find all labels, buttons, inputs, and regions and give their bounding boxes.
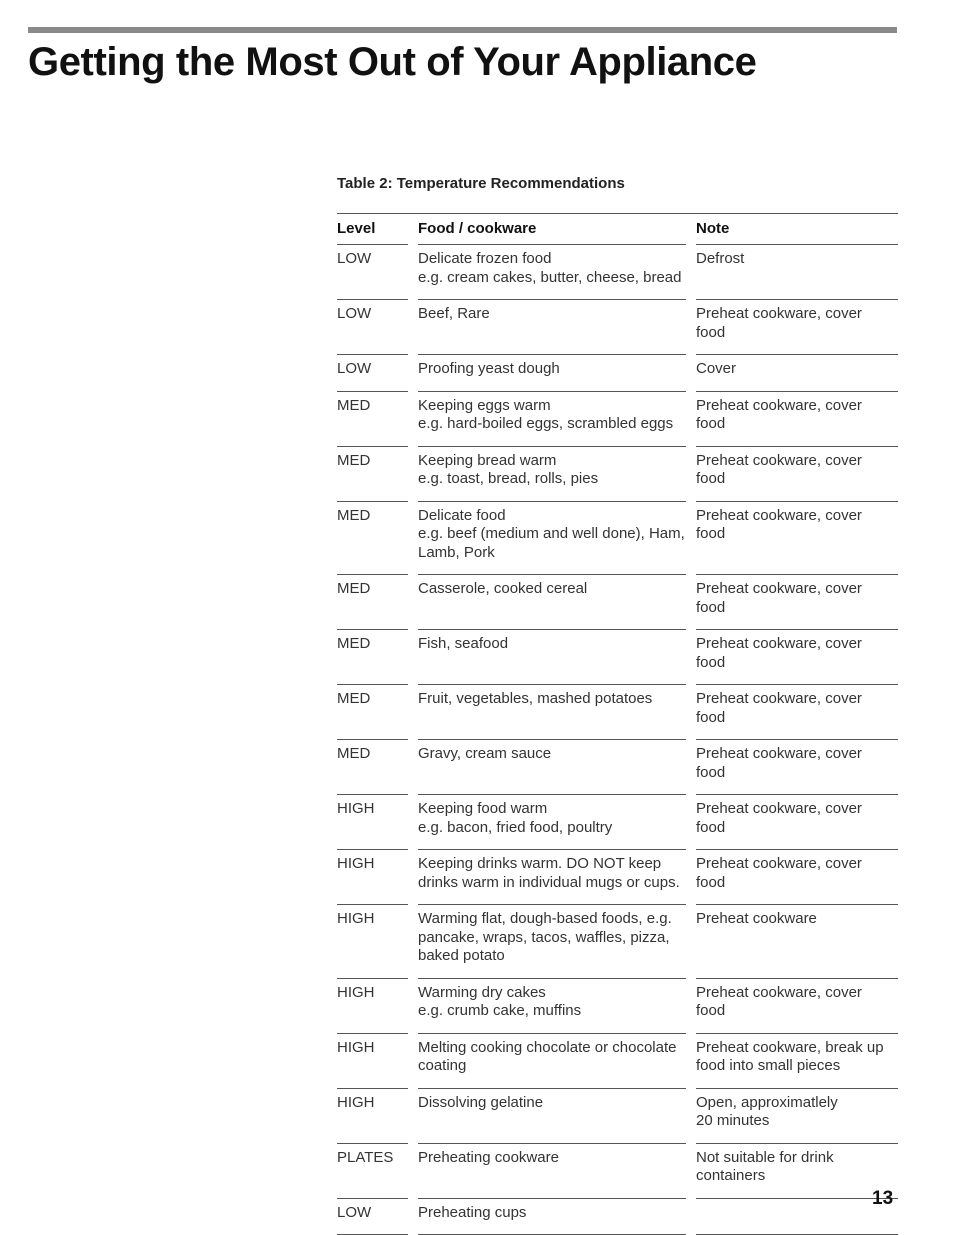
cell-gap [408, 447, 418, 502]
note-line: 20 minutes [696, 1112, 770, 1129]
note-line: Not suitable for drink [696, 1148, 834, 1166]
cell-gap [408, 502, 418, 576]
food-line: Keeping drinks warm. DO NOT keep [418, 855, 662, 872]
table-row [337, 740, 898, 795]
table-row [337, 905, 898, 979]
table-row [337, 502, 898, 576]
cell-level: LOW [337, 355, 408, 392]
note-line: Cover [696, 360, 737, 377]
table-row [337, 300, 898, 355]
cell-food [418, 300, 686, 355]
cell-gap [408, 850, 418, 905]
cell-food [418, 1089, 686, 1144]
table-row [337, 355, 898, 392]
note-line: food [696, 598, 726, 616]
cell-note [696, 850, 898, 905]
cell-note [696, 502, 898, 576]
cell-level: LOW [337, 300, 408, 355]
note-line: food [696, 763, 726, 781]
note-line: Preheat cookware, cover [696, 745, 862, 762]
cell-food [418, 979, 686, 1034]
food-line: Fruit, vegetables, mashed potatoes [418, 690, 653, 707]
cell-note [696, 1089, 898, 1144]
note-line: Preheat cookware, cover [696, 800, 862, 817]
cell-level: MED [337, 392, 408, 447]
food-line: Beef, Rare [418, 305, 490, 322]
cell-gap [408, 392, 418, 447]
food-line: Melting cooking chocolate or chocolate [418, 1038, 677, 1056]
table-row [337, 1089, 898, 1144]
table-row [337, 630, 898, 685]
cell-level: HIGH [337, 1034, 408, 1089]
cell-level: LOW [337, 1199, 408, 1235]
cell-level: MED [337, 575, 408, 630]
cell-note [696, 979, 898, 1034]
cell-gap [686, 392, 696, 447]
food-line: Delicate frozen food [418, 250, 552, 267]
food-line: e.g. hard-boiled eggs, scrambled eggs [418, 415, 674, 432]
food-line: Keeping food warm [418, 800, 548, 817]
cell-level: HIGH [337, 905, 408, 979]
cell-note [696, 392, 898, 447]
cell-gap [686, 1089, 696, 1144]
cell-note [696, 575, 898, 630]
food-line: Lamb, Pork [418, 543, 495, 561]
cell-level: MED [337, 447, 408, 502]
food-line: Proofing yeast dough [418, 360, 560, 377]
cell-gap [686, 740, 696, 795]
cell-level: HIGH [337, 979, 408, 1034]
table-row [337, 1199, 898, 1235]
note-line: Preheat cookware, cover [696, 451, 862, 469]
cell-food [418, 1199, 686, 1235]
food-line: pancake, wraps, tacos, waffles, pizza, [418, 928, 670, 946]
cell-food [418, 447, 686, 502]
page-number: 13 [872, 1188, 894, 1209]
cell-note [696, 1199, 898, 1235]
cell-gap [408, 575, 418, 630]
cell-gap [408, 1089, 418, 1144]
note-line: food [696, 470, 726, 487]
cell-note [696, 447, 898, 502]
cell-level: MED [337, 502, 408, 576]
cell-note [696, 685, 898, 740]
cell-food [418, 740, 686, 795]
cell-note [696, 740, 898, 795]
cell-gap [686, 1199, 696, 1235]
cell-gap [408, 630, 418, 685]
note-line: Preheat cookware, cover [696, 983, 862, 1001]
food-line: e.g. bacon, fried food, poultry [418, 818, 613, 836]
cell-note [696, 1034, 898, 1089]
cell-gap [408, 979, 418, 1034]
top-rule [28, 27, 897, 33]
header-gap [408, 214, 418, 245]
food-line: Warming flat, dough-based foods, e.g. [418, 910, 672, 927]
cell-level: LOW [337, 245, 408, 300]
cell-food [418, 355, 686, 392]
food-line: e.g. crumb cake, muffins [418, 1002, 582, 1019]
note-line: Preheat cookware, cover [696, 305, 862, 322]
cell-food [418, 1144, 686, 1199]
food-line: Keeping eggs warm [418, 396, 551, 414]
cell-gap [686, 502, 696, 576]
food-line: Preheating cookware [418, 1148, 559, 1166]
note-line: food [696, 525, 726, 542]
food-line: Preheating cups [418, 1203, 527, 1221]
cell-gap [408, 905, 418, 979]
note-line: Preheat cookware, break up [696, 1038, 884, 1056]
note-line: Preheat cookware, cover [696, 635, 862, 652]
header-note: Note [696, 214, 898, 245]
note-line: Open, approximatlely [696, 1093, 838, 1111]
note-line: food [696, 1002, 726, 1019]
note-line: Preheat cookware, cover [696, 396, 862, 414]
note-line: food [696, 415, 726, 432]
food-line: Warming dry cakes [418, 983, 546, 1001]
food-line: Dissolving gelatine [418, 1093, 544, 1111]
cell-level: HIGH [337, 795, 408, 850]
table-row [337, 850, 898, 905]
cell-gap [408, 245, 418, 300]
cell-food [418, 502, 686, 576]
cell-gap [408, 1034, 418, 1089]
cell-gap [408, 795, 418, 850]
cell-food [418, 850, 686, 905]
note-line: food [696, 873, 726, 891]
food-line: drinks warm in individual mugs or cups. [418, 873, 680, 891]
cell-gap [686, 685, 696, 740]
cell-gap [408, 355, 418, 392]
header-food: Food / cookware [418, 214, 686, 245]
note-line: Defrost [696, 250, 745, 267]
header-gap [686, 214, 696, 245]
cell-gap [686, 245, 696, 300]
cell-gap [686, 575, 696, 630]
cell-food [418, 575, 686, 630]
note-line: Preheat cookware, cover [696, 506, 862, 524]
note-line: food [696, 653, 726, 671]
note-line: food into small pieces [696, 1057, 841, 1074]
cell-gap [686, 447, 696, 502]
cell-note [696, 300, 898, 355]
note-line: Preheat cookware [696, 910, 817, 927]
cell-level: MED [337, 630, 408, 685]
note-line: Preheat cookware, cover [696, 580, 862, 597]
table-row [337, 795, 898, 850]
food-line: Fish, seafood [418, 635, 509, 652]
cell-level: HIGH [337, 850, 408, 905]
food-line: coating [418, 1057, 467, 1074]
note-line: food [696, 323, 726, 341]
cell-gap [686, 1034, 696, 1089]
cell-food [418, 245, 686, 300]
header-level: Level [337, 214, 408, 245]
cell-food [418, 905, 686, 979]
cell-level: MED [337, 685, 408, 740]
cell-note [696, 905, 898, 979]
cell-food [418, 392, 686, 447]
cell-gap [686, 905, 696, 979]
table-row [337, 1034, 898, 1089]
cell-gap [408, 300, 418, 355]
temperature-table [337, 213, 898, 1235]
table-row [337, 1144, 898, 1199]
cell-gap [686, 630, 696, 685]
cell-level: MED [337, 740, 408, 795]
cell-gap [408, 740, 418, 795]
food-line: e.g. toast, bread, rolls, pies [418, 470, 599, 487]
cell-food [418, 630, 686, 685]
food-line: Delicate food [418, 506, 506, 524]
food-line: e.g. cream cakes, butter, cheese, bread [418, 268, 682, 286]
cell-food [418, 685, 686, 740]
note-line: Preheat cookware, cover [696, 855, 862, 872]
cell-level: HIGH [337, 1089, 408, 1144]
note-line: containers [696, 1167, 766, 1184]
cell-gap [408, 685, 418, 740]
cell-gap [686, 850, 696, 905]
food-line: Keeping bread warm [418, 451, 557, 469]
note-line: food [696, 818, 726, 836]
cell-gap [686, 979, 696, 1034]
table-caption: Table 2: Temperature Recommendations [337, 175, 625, 192]
note-line: Preheat cookware, cover [696, 690, 862, 707]
cell-note [696, 355, 898, 392]
food-line: e.g. beef (medium and well done), Ham, [418, 525, 685, 542]
food-line: Casserole, cooked cereal [418, 580, 588, 597]
table-row [337, 685, 898, 740]
table-row [337, 575, 898, 630]
cell-gap [408, 1144, 418, 1199]
cell-note [696, 1144, 898, 1199]
food-line: Gravy, cream sauce [418, 745, 552, 762]
cell-note [696, 795, 898, 850]
cell-food [418, 1034, 686, 1089]
page-title: Getting the Most Out of Your Appliance [28, 40, 757, 84]
table-row [337, 392, 898, 447]
note-line: food [696, 708, 726, 726]
cell-gap [408, 1199, 418, 1235]
cell-gap [686, 300, 696, 355]
cell-note [696, 245, 898, 300]
table-row [337, 447, 898, 502]
table-row [337, 979, 898, 1034]
cell-food [418, 795, 686, 850]
table-body [337, 245, 898, 1235]
table-row [337, 245, 898, 300]
cell-note [696, 630, 898, 685]
food-line: baked potato [418, 947, 505, 964]
cell-gap [686, 355, 696, 392]
cell-gap [686, 795, 696, 850]
table-header-row [337, 214, 898, 245]
cell-level: PLATES [337, 1144, 408, 1199]
cell-gap [686, 1144, 696, 1199]
